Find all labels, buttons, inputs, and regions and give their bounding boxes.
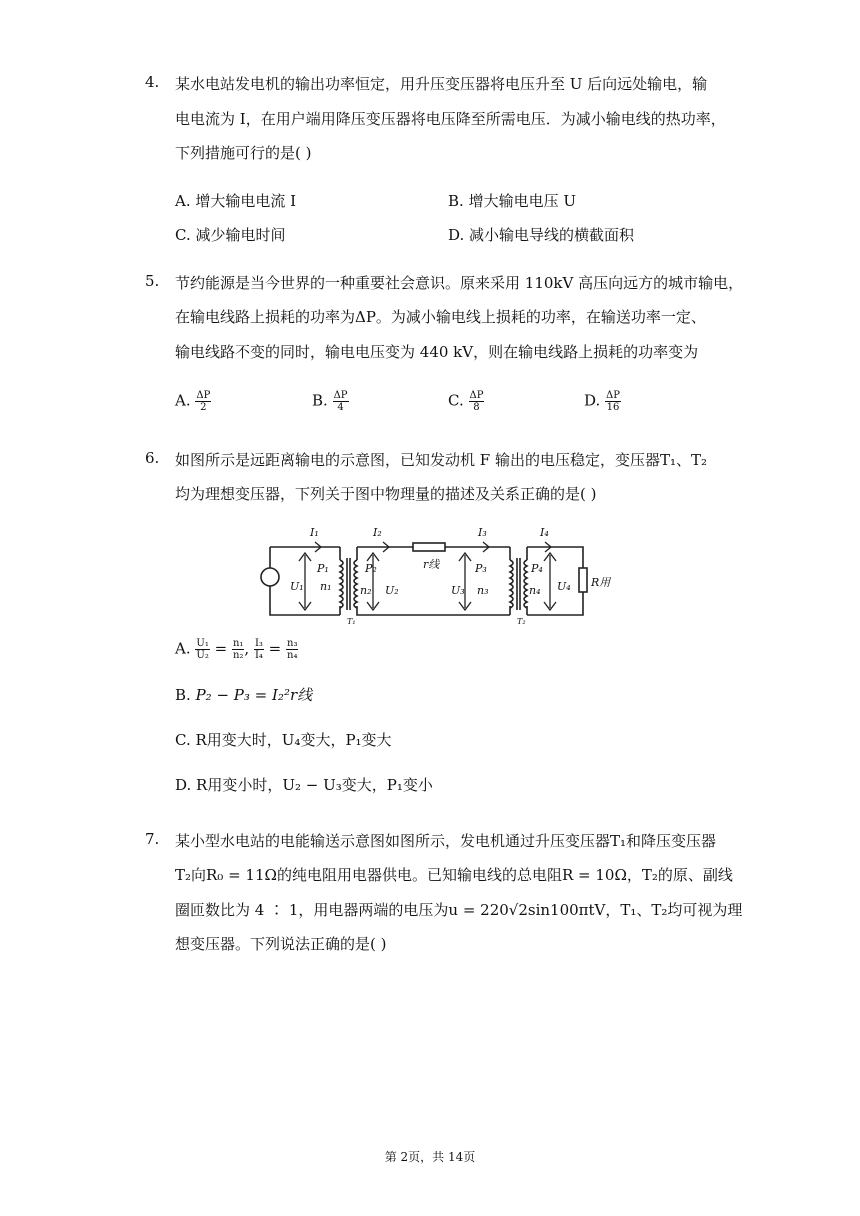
option-a[interactable]: A. $\frac{\Delta P}{2}$ bbox=[175, 390, 211, 413]
question-text-line: 圈匝数比为 4 ∶ 1，用电器两端的电压为u = 220√2sin100πtV，T₁、T₂均可视为理 bbox=[175, 901, 743, 919]
label-r-line: r线 bbox=[423, 558, 440, 571]
fraction: $\frac{\Delta P}{8}$ bbox=[469, 390, 484, 413]
question-text-line: 电电流为 I，在用户端用降压变压器将电压降至所需电压．为减小输电线的热功率， bbox=[175, 110, 726, 128]
question-text-line: 输电线路不变的同时，输电电压变为 440 kV，则在输电线路上损耗的功率变为 bbox=[175, 343, 699, 361]
question-number: 5. bbox=[145, 272, 160, 290]
label-u4: U₄ bbox=[557, 580, 571, 593]
option-b[interactable]: B. $\frac{\Delta P}{4}$ bbox=[312, 390, 348, 413]
question-text-line: 在输电线路上损耗的功率为ΔP。为减小输电线上损耗的功率，在输送功率一定、 bbox=[175, 308, 706, 326]
label-p2: P₂ bbox=[365, 562, 377, 575]
label-n1: n₁ bbox=[320, 580, 332, 593]
label-u1: U₁ bbox=[290, 580, 304, 593]
option-a[interactable]: A. $\frac{\text{U₁}}{\text{U₂}}$ = $\frac{\text{n₁}}{\text{n₂}}$ , $\frac{\text{I₃}}{\text{I₄}}$ = $\frac{\text{n₃}}{\text{n₄}}$ bbox=[175, 638, 298, 661]
question-text-line: 某小型水电站的电能输送示意图如图所示，发电机通过升压变压器T₁和降压变压器 bbox=[175, 832, 717, 850]
label-i4: I₄ bbox=[540, 526, 549, 539]
fraction: $\frac{\Delta P}{2}$ bbox=[196, 390, 211, 413]
label-p1: P₁ bbox=[317, 562, 329, 575]
label-u2: U₂ bbox=[385, 584, 399, 597]
question-number: 6. bbox=[145, 449, 160, 467]
question-text-line: 节约能源是当今世界的一种重要社会意识。原来采用 110kV 高压向远方的城市输电， bbox=[175, 274, 744, 292]
label-n4: n₄ bbox=[529, 584, 541, 597]
question-text-line: 下列措施可行的是( ) bbox=[175, 144, 312, 162]
question-number: 4. bbox=[145, 73, 160, 91]
label-p3: P₃ bbox=[475, 562, 487, 575]
option-c[interactable]: C. 减少输电时间 bbox=[175, 226, 286, 244]
label-p4: P₄ bbox=[531, 562, 543, 575]
fraction: $\frac{\text{I₃}}{\text{I₄}}$ bbox=[254, 638, 263, 661]
label-n2: n₂ bbox=[360, 584, 372, 597]
option-b[interactable]: B. 增大输电电压 U bbox=[448, 192, 576, 210]
question-number: 7. bbox=[145, 830, 160, 848]
question-text-line: 想变压器。下列说法正确的是( ) bbox=[175, 935, 387, 953]
fraction: $\frac{\Delta P}{4}$ bbox=[333, 390, 348, 413]
option-c[interactable]: C. R用变大时，U₄变大，P₁变大 bbox=[175, 731, 392, 749]
transmission-circuit-diagram bbox=[255, 520, 615, 630]
page-footer: 第 2页，共 14页 bbox=[384, 1150, 476, 1164]
label-r-user: R用 bbox=[591, 576, 611, 589]
fraction: $\frac{\text{U₁}}{\text{U₂}}$ bbox=[196, 638, 209, 661]
fraction: $\frac{\text{n₃}}{\text{n₄}}$ bbox=[287, 638, 298, 661]
option-d[interactable]: D. $\frac{\Delta P}{16}$ bbox=[584, 390, 620, 413]
question-text-line: 某水电站发电机的输出功率恒定，用升压变压器将电压升至 U 后向远处输电，输 bbox=[175, 75, 708, 93]
label-t2: T₂ bbox=[517, 617, 526, 626]
question-text-line: T₂向R₀ = 11Ω的纯电阻用电器供电。已知输电线的总电阻R = 10Ω，T₂的原、副线 bbox=[175, 866, 733, 884]
option-d[interactable]: D. 减小输电导线的横截面积 bbox=[448, 226, 635, 244]
label-i2: I₂ bbox=[373, 526, 382, 539]
fraction: $\frac{\text{n₁}}{\text{n₂}}$ bbox=[232, 638, 244, 661]
option-a[interactable]: A. 增大输电电流 I bbox=[175, 192, 297, 210]
question-text-line: 均为理想变压器，下列关于图中物理量的描述及关系正确的是( ) bbox=[175, 485, 597, 503]
option-d[interactable]: D. R用变小时，U₂ − U₃变大，P₁变小 bbox=[175, 776, 433, 794]
option-b[interactable]: B. P₂ − P₃ = I₂²r线 bbox=[175, 686, 313, 704]
label-n3: n₃ bbox=[477, 584, 489, 597]
option-c[interactable]: C. $\frac{\Delta P}{8}$ bbox=[448, 390, 484, 413]
fraction: $\frac{\Delta P}{16}$ bbox=[606, 390, 620, 413]
label-i1: I₁ bbox=[310, 526, 319, 539]
label-t1: T₁ bbox=[347, 617, 356, 626]
label-u3: U₃ bbox=[451, 584, 465, 597]
question-text-line: 如图所示是远距离输电的示意图，已知发动机 F 输出的电压稳定，变压器T₁、T₂ bbox=[175, 451, 707, 469]
label-i3: I₃ bbox=[478, 526, 487, 539]
